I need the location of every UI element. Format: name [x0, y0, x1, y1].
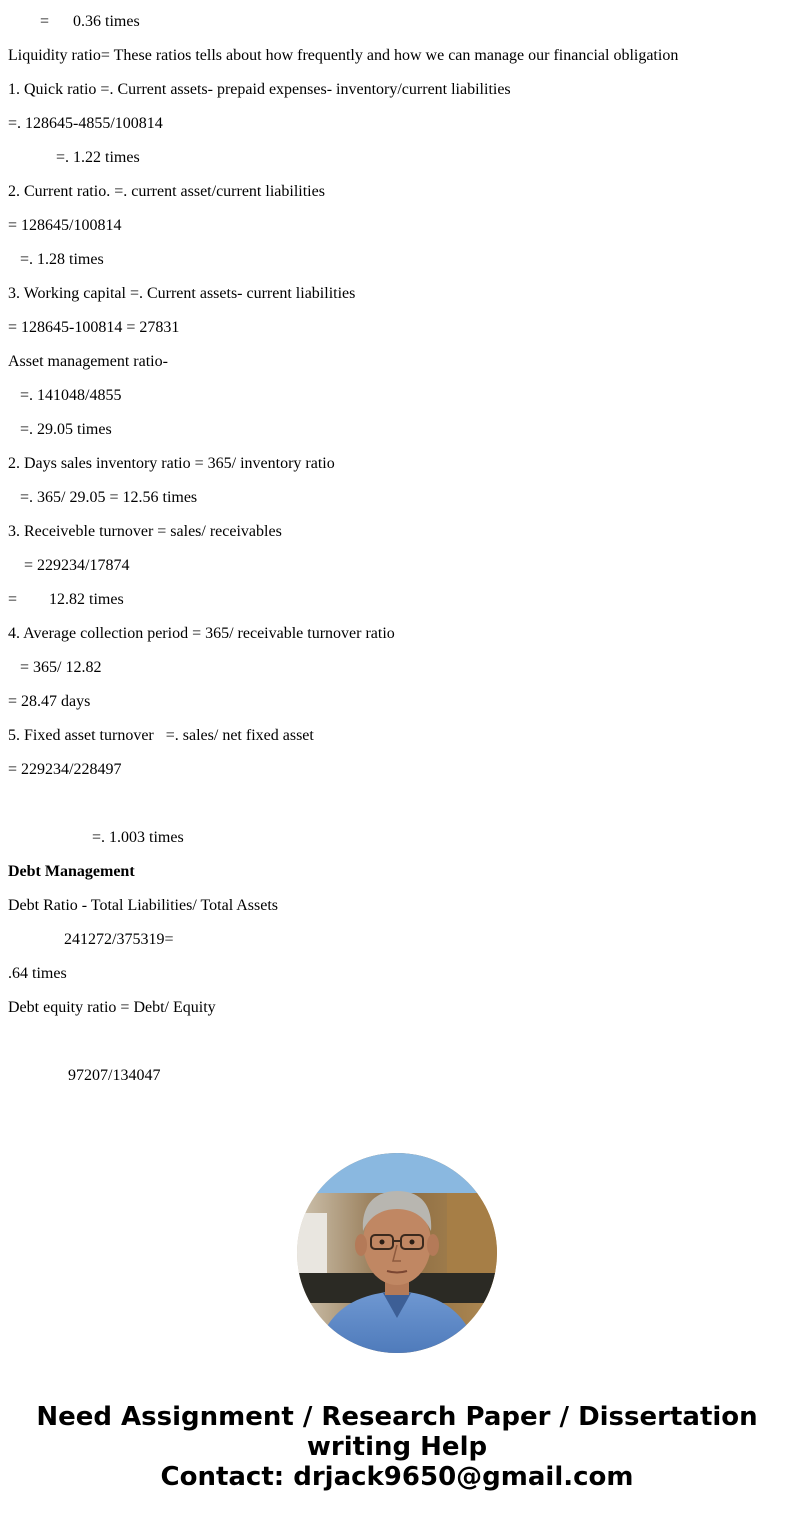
text-line: 2. Current ratio. =. current asset/current liabilities [8, 183, 325, 200]
text-line: 3. Receiveble turnover = sales/ receivables [8, 523, 282, 540]
promo-line-1: Need Assignment / Research Paper / Dissertation [36, 1402, 758, 1432]
promo-banner [0, 1402, 794, 1492]
section-heading: Asset management ratio- [8, 353, 168, 370]
text-line: = 128645-100814 = 27831 [8, 319, 180, 336]
blank-line [8, 1033, 788, 1051]
text-line: 1. Quick ratio =. Current assets- prepaid expenses- inventory/current liabilities [8, 81, 511, 98]
promo-contact: Contact: drjack9650@gmail.com [160, 1462, 634, 1492]
text-line: 4. Average collection period = 365/ receivable turnover ratio [8, 625, 395, 642]
text-line: = 128645/100814 [8, 217, 122, 234]
text-line: 3. Working capital =. Current assets- current liabilities [8, 285, 356, 302]
text-line: Debt equity ratio = Debt/ Equity [8, 999, 216, 1016]
text-line: =. 1.003 times [8, 829, 184, 846]
text-line: =. 141048/4855 [8, 387, 122, 404]
blank-line [8, 795, 788, 813]
text-line: 5. Fixed asset turnover =. sales/ net fixed asset [8, 727, 314, 744]
text-line: = 12.82 times [8, 591, 124, 608]
text-line: 241272/375319= [8, 931, 174, 948]
text-line: .64 times [8, 965, 67, 982]
text-line: = 0.36 times [8, 13, 140, 30]
text-line: =. 1.28 times [8, 251, 104, 268]
author-avatar [297, 1153, 497, 1353]
text-line: =. 1.22 times [8, 149, 140, 166]
text-line: = 28.47 days [8, 693, 91, 710]
author-photo [297, 1153, 497, 1353]
text-line: =. 128645-4855/100814 [8, 115, 163, 132]
text-line: =. 365/ 29.05 = 12.56 times [8, 489, 198, 506]
text-line: Liquidity ratio= These ratios tells about how frequently and how we can manage our financial obligation [8, 47, 679, 64]
text-line: = 229234/17874 [8, 557, 130, 574]
text-line: 97207/134047 [8, 1067, 161, 1084]
document-body [8, 13, 788, 1101]
promo-line-2: writing Help [306, 1432, 488, 1462]
section-heading-debt-management: Debt Management [8, 863, 135, 880]
text-line: 2. Days sales inventory ratio = 365/ inventory ratio [8, 455, 335, 472]
text-line: = 229234/228497 [8, 761, 122, 778]
text-line: Debt Ratio - Total Liabilities/ Total Assets [8, 897, 279, 914]
text-line: =. 29.05 times [8, 421, 112, 438]
text-line: = 365/ 12.82 [8, 659, 102, 676]
